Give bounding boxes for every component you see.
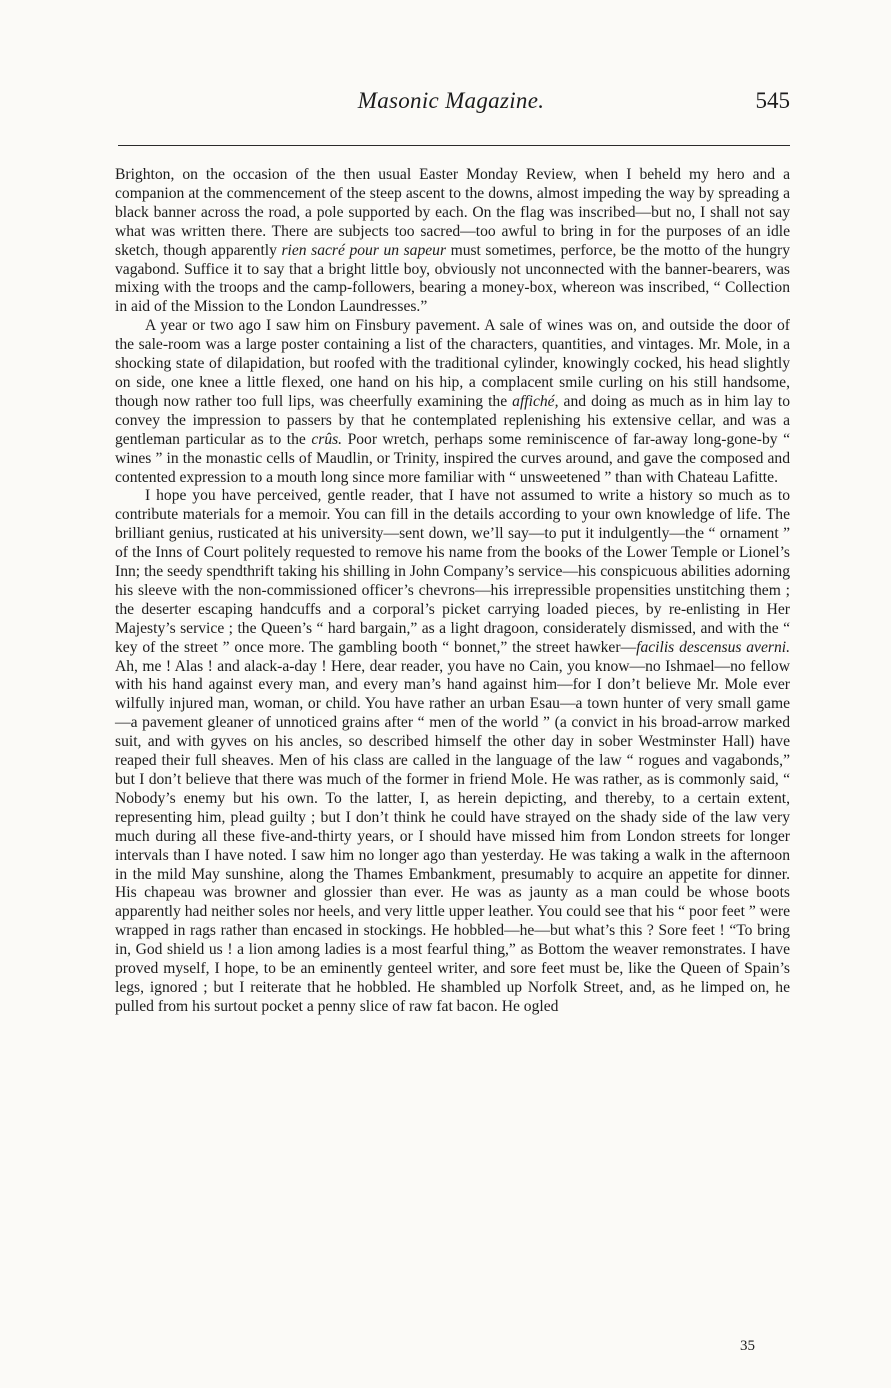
text-run: A year or two ago I saw him on Finsbury pavement. A sale of wines was on, and outside the door of the sale-room was a large poster containing a list of the characters, quantities, and vintages. Mr. Mole, in a shocking state of dilapidation, but roofed with the traditional cylinder, knowingly cocked, his head slightly on side, one knee a little flexed, one hand on his hip, a complacent smile curling on his still handsome, though now rather too full lips, was cheerfully examining the — [115, 317, 790, 410]
text-run: must sometimes, perforce, be the motto of the hungry vagabond. Suffice it to say that a bright little boy, obviously not unconnected with the banner-bearers, was mixing with the troops and the camp-followers, bearing a money-box, whereon was inscribed, “ Collection in aid of the Mission to the London Laundresses.” — [115, 241, 790, 316]
text-run: and doing as much as in him lay to convey the impression to passers by that he contemplated replenishing his extensive cellar, and was a gentleman particular as to the — [115, 392, 791, 448]
page-number: 545 — [755, 88, 790, 113]
running-title: Masonic Magazine. — [357, 88, 545, 113]
italic-phrase: rien sacré pour un sapeur — [281, 241, 447, 259]
paragraph — [115, 166, 790, 317]
text-run: I hope you have perceived, gentle reader, that I have not assumed to write a history so much as to contribute materials for a memoir. You can fill in the details according to your own knowledge of life. The brilliant genius, rusticated at his university—sent down, we’ll say—to put it indulgently—the “ ornament ” of the Inns of Court politely requested to remove his name from the books of the Lower Temple or Lionel’s Inn; the seedy spendthrift taking his shilling in John Company’s service—his conspicuous abilities adorning his sleeve with the non-commissioned officer’s chevrons—his irrepressible propensities unstitching them ; the deserter escaping handcuffs and a corporal’s picket carrying loaded pieces, by re-enlisting in Her Majesty’s service ; the Queen’s “ hard bargain,” as a light dragoon, considerately dismissed, and with the “ key of the street ” once more. The gambling booth “ bonnet,” the street hawker— — [115, 487, 790, 656]
italic-phrase: facilis descensus averni. — [636, 638, 790, 656]
text-run: Poor wretch, perhaps some reminiscence of far-away long-gone-by “ wines ” in the monastic cells of Maudlin, or Trinity, inspired the curves around, and gave the composed and contented expression to a mouth long since more familiar with “ unsweetened ” than with Chateau Lafitte. — [115, 430, 790, 486]
page-header — [112, 88, 790, 128]
paragraph — [115, 487, 790, 1016]
text-run: Ah, me ! Alas ! and alack-a-day ! Here, dear reader, you have no Cain, you know—no Ishmael—no fellow with his hand against every man, and every man’s hand against him—for I don’t believe Mr. Mole ever wilfully injured man, woman, or child. You have rather an urban Esau—a town hunter of very small game—a pavement gleaner of unnoticed grains after “ men of the world ” (a convict in his broad-arrow marked suit, and with gyves on his ancles, so described himself the other day in sober Westminster Hall) have reaped their full sheaves. Men of his class are called in the language of the law “ rogues and vagabonds,” but I don’t believe that there was much of the former in friend Mole. He was rather, as is commonly said, “ Nobody’s enemy but his own. To the latter, I, as herein depicting, and thereby, to a certain extent, representing him, plead guilty ; but I don’t think he could have strayed on the shady side of the law very much during all these five-and-thirty years, or I should have missed him from London streets for longer intervals than I have noted. I saw him no longer ago than yesterday. He was taking a walk in the afternoon in the mild May sunshine, along the Thames Embankment, presumably to acquire an appetite for dinner. His chapeau was browner and glossier than ever. He was as jaunty as a man could be whose boots apparently had neither soles nor heels, and very little upper leather. You could see that his “ poor feet ” were wrapped in rags rather than encased in stockings. He hobbled—he—but what’s this ? Sore feet ! “To bring in, God shield us ! a lion among ladies is a most fearful thing,” as Bottom the weaver remonstrates. I have proved myself, I hope, to be an eminently genteel writer, and sore feet must be, like the Queen of Spain’s legs, ignored ; but I reiterate that he hobbled. He shambled up Norfolk Street, and, as he limped on, he pulled from his surtout pocket a penny slice of raw fat bacon. He ogled — [115, 657, 790, 1015]
paragraph — [115, 317, 790, 487]
signature-mark: 35 — [740, 1338, 755, 1354]
italic-phrase: affiché, — [512, 392, 559, 410]
article-body — [115, 166, 790, 1017]
italic-phrase: crûs. — [311, 430, 343, 448]
header-rule — [118, 145, 790, 146]
text-run: Brighton, on the occasion of the then usual Easter Monday Review, when I beheld my hero and a companion at the commencement of the steep ascent to the downs, almost impeding the way by spreading a black banner across the road, a pole supported by each. On the flag was inscribed—but no, I shall not say what was written there. There are subjects too sacred—too awful to bring in for the purposes of an idle sketch, though apparently — [115, 166, 790, 259]
